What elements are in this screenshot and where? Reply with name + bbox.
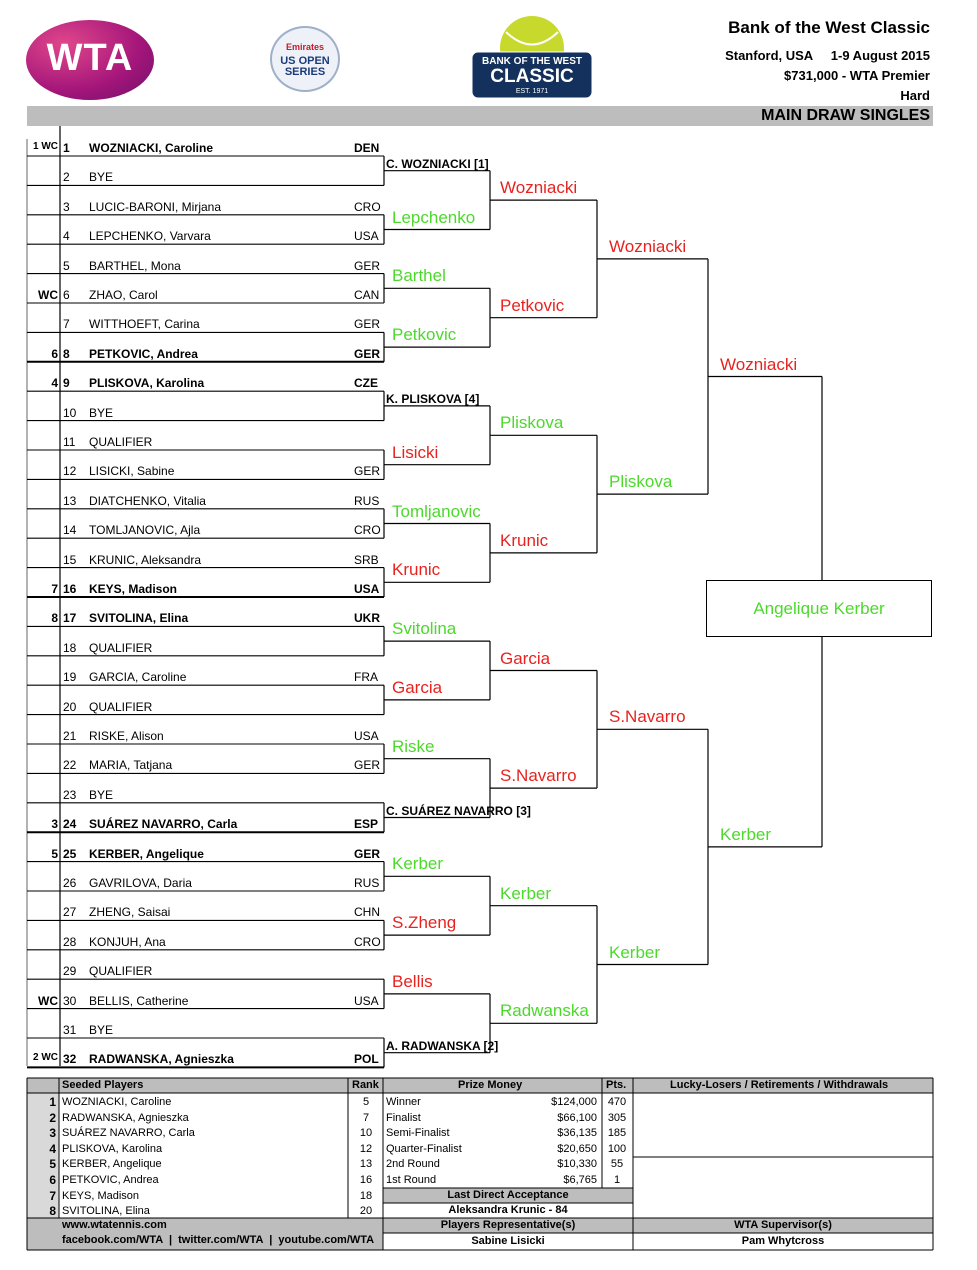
seeded-player-rank: 20 [359,1205,373,1218]
prize-points: 470 [607,1096,627,1108]
player-draw-number: 26 [63,876,77,890]
round2-winner: S.Navarro [500,766,577,786]
player-draw-number: 20 [63,699,77,714]
player-draw-number: 23 [63,787,77,802]
seed-number: 6 [49,1173,56,1187]
player-name: BARTHEL, Mona [89,258,181,273]
player-draw-number: 28 [63,934,77,949]
player-country: GER [354,464,381,479]
player-country: FRA [354,670,378,685]
player-country: USA [354,229,379,244]
player-name: KONJUH, Ana [89,934,166,949]
qf-winner: Kerber [609,942,661,962]
player-country: USA [354,993,379,1008]
player-draw-number: 4 [63,229,70,244]
player-name: PLISKOVA, Karolina [89,376,205,391]
player-name: BYE [89,1023,114,1037]
seeded-player-rank: 13 [359,1158,373,1171]
player-draw-number: 27 [63,905,77,920]
seeded-player-rank: 5 [362,1096,370,1108]
botw-top-text: BANK OF THE WEST [482,56,582,67]
player-country: CZE [354,376,378,391]
player-name: DIATCHENKO, Vitalia [89,493,206,508]
prize-money-header: Prize Money [458,1079,523,1091]
seeded-player-name: PLISKOVA, Karolina [62,1142,163,1155]
prize-amount: $66,100 [557,1111,597,1124]
prize-amount: $10,330 [557,1158,597,1171]
player-country: CRO [354,199,381,214]
player-name: LEPCHENKO, Varvara [89,229,211,244]
rank-header: Rank [352,1079,379,1091]
player-draw-number: 22 [63,758,77,773]
player-country: POL [354,1052,379,1067]
player-name: KERBER, Angelique [89,846,204,861]
player-name: QUALIFIER [89,699,153,714]
player-draw-number: 5 [63,258,70,273]
player-country: USA [354,582,380,596]
round1-winner: Petkovic [392,325,457,345]
round2-winner: Krunic [500,530,549,550]
round1-winner: Lepchenko [392,207,476,227]
players-rep-value: Sabine Lisicki [471,1235,545,1247]
player-name: QUALIFIER [89,435,153,449]
player-draw-number: 21 [63,729,77,743]
player-country: GER [354,758,381,773]
player-draw-number: 16 [63,582,77,596]
player-seed: 6 [51,346,58,361]
bye-advance-name: K. PLISKOVA [4] [386,391,480,406]
player-name: LISICKI, Sabine [89,464,175,479]
player-draw-number: 29 [63,964,77,979]
round1-winner: Krunic [392,560,441,580]
player-name: RISKE, Alison [89,729,164,743]
player-name: RADWANSKA, Agnieszka [89,1052,234,1067]
seed-number: 1 [49,1095,56,1109]
player-name: SUÁREZ NAVARRO, Carla [89,817,238,832]
footer-website: www.wtatennis.com [62,1219,167,1231]
player-country: UKR [354,611,380,626]
round1-winner: Kerber [392,854,444,874]
tournament-title: Bank of the West Classic [728,18,930,37]
seeded-player-rank: 7 [362,1111,370,1124]
seed-number: 5 [49,1157,56,1172]
bye-advance-name: C. SUÁREZ NAVARRO [3] [386,803,531,818]
player-name: QUALIFIER [89,640,153,655]
player-draw-number: 13 [63,493,77,508]
player-seed: 3 [51,817,58,832]
supervisor-header: WTA Supervisor(s) [734,1219,832,1231]
prize-amount: $6,765 [563,1174,597,1186]
player-draw-number: 10 [63,405,77,420]
round1-winner: Riske [392,736,435,756]
round1-winner: Tomljanovic [392,501,481,521]
prize-amount: $20,650 [557,1142,597,1155]
player-name: MARIA, Tatjana [89,758,173,773]
player-country: GER [354,846,381,861]
seed-number: 7 [49,1188,56,1203]
player-country: CAN [354,288,380,302]
player-name: ZHAO, Carol [89,288,158,302]
player-name: WOZNIACKI, Caroline [89,141,214,155]
botw-est-text: EST. 1971 [515,88,549,95]
round1-winner: Lisicki [392,442,439,462]
footer-social: facebook.com/WTA | twitter.com/WTA | youtube.com/WTA [62,1234,375,1246]
draw-type-label: MAIN DRAW SINGLES [761,107,930,124]
player-name: WITTHOEFT, Carina [89,317,200,332]
player-seed: 2 WC [33,1052,58,1064]
player-draw-number: 11 [63,435,76,449]
seeded-player-name: KERBER, Angelique [62,1158,162,1171]
us-open-name-text: US OPEN SERIES [280,55,330,78]
seed-number: 8 [49,1204,56,1219]
supervisor-value: Pam Whytcross [741,1235,825,1247]
prize-round: 1st Round [386,1174,437,1186]
seed-number: 4 [49,1141,56,1156]
prize-amount: $124,000 [551,1096,597,1108]
wta-logo-text: WTA [46,37,134,79]
round1-winner: Svitolina [392,619,457,639]
player-name: BELLIS, Catherine [89,993,189,1008]
seeded-player-name: SUÁREZ NAVARRO, Carla [62,1127,195,1140]
us-open-sponsor-text: Emirates [285,42,325,52]
player-draw-number: 24 [63,817,77,832]
round2-winner: Wozniacki [500,178,578,198]
player-country: CRO [354,934,381,949]
player-draw-number: 14 [63,523,77,538]
seeded-player-name: PETKOVIC, Andrea [62,1174,159,1186]
seeded-player-name: SVITOLINA, Elina [62,1205,150,1218]
player-name: BYE [89,787,114,802]
prize-amount: $36,135 [557,1127,597,1140]
player-draw-number: 9 [63,376,70,391]
player-name: QUALIFIER [89,964,153,979]
player-draw-number: 7 [63,317,70,332]
player-seed: 7 [51,582,58,596]
seed-number: 2 [49,1110,56,1125]
prize-points: 185 [607,1127,627,1140]
player-draw-number: 32 [63,1052,77,1067]
player-draw-number: 15 [63,552,77,567]
player-draw-number: 25 [63,846,77,861]
player-draw-number: 6 [63,288,70,302]
prize-points: 1 [613,1174,621,1186]
player-name: SVITOLINA, Elina [89,611,189,626]
player-name: GAVRILOVA, Daria [89,876,192,890]
round1-winner: Barthel [392,266,446,286]
player-draw-number: 3 [63,199,70,214]
round1-winner: Garcia [392,677,443,697]
players-rep-header: Players Representative(s) [440,1219,576,1231]
seed-number: 3 [49,1126,56,1141]
player-seed: 8 [51,611,58,626]
player-name: KEYS, Madison [89,582,178,596]
player-name: PETKOVIC, Andrea [89,346,198,361]
round1-winner: S.Zheng [392,913,457,933]
prize-points: 55 [610,1158,624,1171]
lucky-losers-header: Lucky-Losers / Retirements / Withdrawals [670,1079,889,1091]
round2-winner: Kerber [500,883,552,903]
player-draw-number: 1 [63,141,70,155]
player-draw-number: 30 [63,993,77,1008]
botw-main-text: CLASSIC [490,66,574,87]
round2-winner: Radwanska [500,1001,589,1021]
points-header: Pts. [606,1079,627,1091]
round2-winner: Petkovic [500,295,565,315]
sf-winner: Kerber [720,824,772,844]
player-country: DEN [354,141,380,155]
seeded-player-name: KEYS, Madison [62,1189,140,1202]
qf-winner: Pliskova [609,472,673,492]
champion-box: Angelique Kerber [706,580,932,637]
player-country: ESP [354,817,379,832]
round2-winner: Garcia [500,648,551,668]
player-name: LUCIC-BARONI, Mirjana [89,199,222,214]
player-draw-number: 18 [63,640,77,655]
player-country: CRO [354,523,381,538]
player-draw-number: 19 [63,670,77,685]
player-seed: 1 WC [33,141,58,152]
player-name: TOMLJANOVIC, Ajla [89,523,201,538]
prize-points: 100 [607,1142,627,1155]
prize-round: Winner [386,1096,421,1108]
round2-winner: Pliskova [500,413,564,433]
player-draw-number: 31 [63,1023,77,1037]
prize-round: Quarter-Finalist [386,1142,462,1155]
qf-winner: Wozniacki [609,236,687,256]
seeded-player-rank: 12 [359,1142,373,1155]
player-country: GER [354,346,381,361]
seeded-player-rank: 18 [359,1189,373,1202]
player-name: KRUNIC, Aleksandra [89,552,202,567]
round1-winner: Bellis [392,971,433,991]
player-seed: 4 [51,376,58,391]
player-seed: WC [38,288,58,302]
bye-advance-name: C. WOZNIACKI [1] [386,156,489,171]
player-name: GARCIA, Caroline [89,670,187,685]
prize-points: 305 [607,1111,627,1124]
sf-winner: Wozniacki [720,354,798,374]
player-country: USA [354,729,379,743]
surface: Hard [900,88,930,103]
player-name: ZHENG, Saisai [89,905,171,920]
player-draw-number: 17 [63,611,77,626]
seeded-player-rank: 10 [359,1127,373,1140]
player-draw-number: 2 [63,170,70,185]
player-name: BYE [89,170,114,185]
seeded-player-name: RADWANSKA, Agnieszka [62,1111,189,1124]
prize-round: Finalist [386,1111,421,1124]
location-dates: Stanford, USA 1-9 August 2015 [725,48,930,63]
prize-round: Semi-Finalist [386,1127,450,1140]
player-draw-number: 12 [63,464,77,479]
player-name: BYE [89,405,114,420]
seeded-player-name: WOZNIACKI, Caroline [62,1096,172,1108]
player-country: GER [354,317,381,332]
seeded-player-rank: 16 [359,1174,373,1186]
player-seed: WC [38,993,58,1008]
player-draw-number: 8 [63,346,70,361]
player-country: CHN [354,905,380,920]
player-seed: 5 [51,846,58,861]
qf-winner: S.Navarro [609,707,686,727]
last-direct-header: Last Direct Acceptance [447,1189,569,1201]
prize-category: $731,000 - WTA Premier [784,68,930,83]
player-country: SRB [354,552,379,567]
seeded-players-header: Seeded Players [62,1079,144,1091]
player-country: GER [354,258,381,273]
bye-advance-name: A. RADWANSKA [2] [386,1038,499,1053]
player-country: RUS [354,876,380,890]
prize-round: 2nd Round [386,1158,440,1171]
last-direct-value: Aleksandra Krunic - 84 [448,1204,568,1216]
player-country: RUS [354,493,380,508]
